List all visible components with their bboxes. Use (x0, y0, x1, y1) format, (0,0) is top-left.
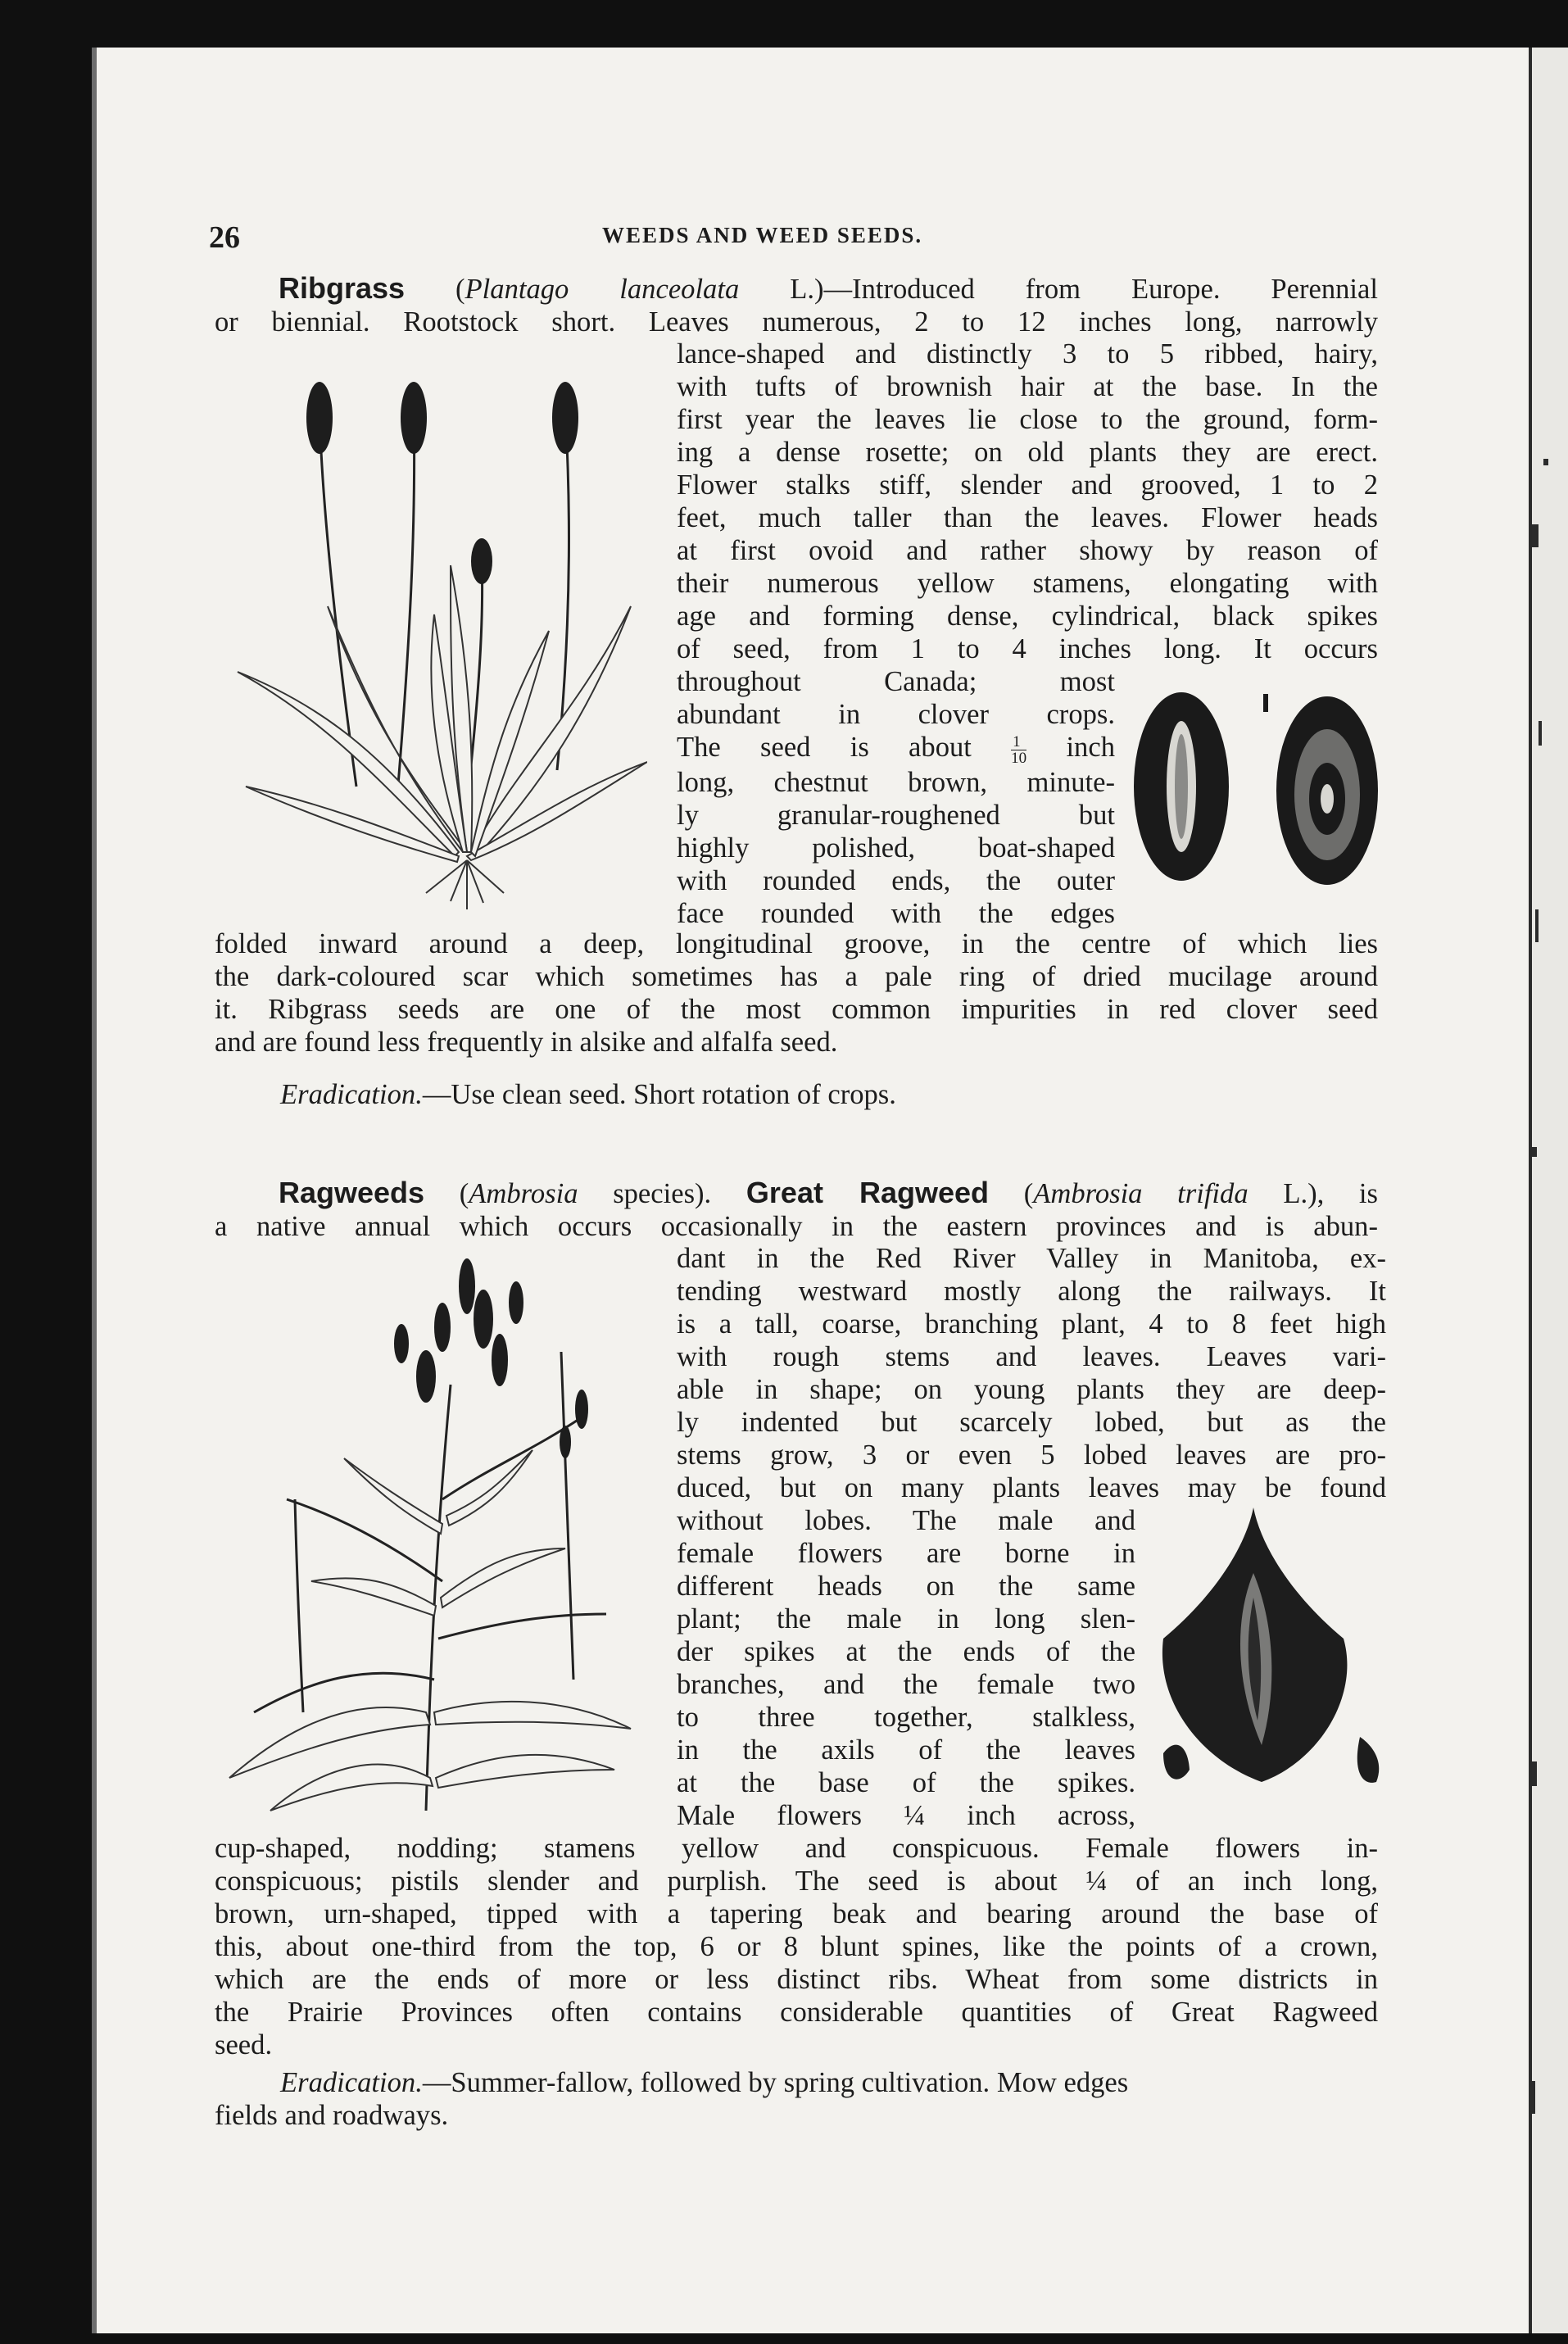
ragweeds-right-column: dant in the Red River Valley in Manitoba, ex- tending westward mostly along the railways. It is a tall, coarse, branching plant, 4 to 8 feet high with rough stems and leaves. Leaves vari- able in shape; on young plants they are deep- ly indented but scarcely lobed, but as the stems grow, 3 or even 5 lobed leaves are pro- duced, but on many plants leaves may be found (677, 1243, 1386, 1503)
ribgrass-eradication: Eradication.—Use clean seed. Short rotation of crops. (280, 1079, 896, 1110)
ragweeds-middle-column: without lobes. The male and female flowers are borne in different heads on the same plant; the male in long slen- der spikes at the ends of the branches, and the female two to three together, stalkless, in the axils of the leaves at the base of the spikes. Male flowers ¼ inch across, (677, 1505, 1136, 1831)
fraction: $\frac{1}{10}$ (1011, 732, 1027, 767)
ribgrass-seed-illustration (1122, 684, 1384, 889)
ribgrass-full-lines: folded inward around a deep, longitudinal groove, in the centre of which lies the dark-coloured scar which sometimes has a pale ring of dried mucilage around it. Ribgrass seeds are one of the most common impurities in red clover seed and are found less frequently in alsike and alfalfa seed. (215, 928, 1378, 1058)
ribgrass-middle-column: throughout Canada; most abundant in clover crops. The seed is about $\frac{1}{10}$ inch long, chestnut brown, minute- ly granular-roughened but highly polished, boat-shaped with rounded ends, the outer face rounded with the edges (677, 666, 1115, 929)
margin-mark (1543, 459, 1548, 465)
margin-mark (1535, 909, 1539, 942)
margin-mark (1539, 721, 1542, 746)
ragweeds-heading-lines: Ragweeds (Ambrosia species). Great Ragweed (Ambrosia trifida L.), is a native annual which occurs occasionally in the eastern provinces and is abun- (215, 1176, 1378, 1242)
ragweeds-name: Ragweeds (279, 1176, 425, 1209)
ribgrass-name: Ribgrass (279, 271, 406, 305)
ragweeds-eradication-cont: fields and roadways. (215, 2100, 449, 2131)
adjacent-page-strip (1532, 48, 1568, 2333)
margin-mark (1530, 2081, 1535, 2114)
margin-mark (1532, 1761, 1537, 1786)
great-ragweed-seed-illustration (1131, 1499, 1401, 1802)
great-ragweed-plant-illustration (221, 1254, 664, 1819)
ribgrass-plant-illustration (221, 360, 647, 918)
ragweeds-full-lines: cup-shaped, nodding; stamens yellow and conspicuous. Female flowers in- conspicuous; pistils slender and purplish. The seed is about ¼ of an inch long, brown, urn-shaped, tipped with a tapering beak and bearing around the base of this, about one-third from the top, 6 or 8 blunt spines, like the points of a crown, which are the ends of more or less distinct ribs. Wheat from some districts in the Prairie Provinces often contains considerable quantities of Great Ragweed seed. (215, 1833, 1378, 2061)
ribgrass-heading-line: Ribgrass (Plantago lanceolata L.)—Introduced from Europe. Perennial (279, 271, 1378, 305)
ribgrass-latin: Plantago lanceolata (465, 274, 740, 305)
page-number: 26 (209, 220, 240, 255)
margin-mark (1532, 1147, 1537, 1157)
seed-size-line: The seed is about $\frac{1}{10}$ inch (677, 732, 1115, 767)
ribgrass-heading-lines (215, 272, 1378, 338)
ragweeds-heading-line: Ragweeds (Ambrosia species). Great Ragweed (Ambrosia trifida L.), is (279, 1176, 1378, 1209)
ragweeds-eradication: Eradication.—Summer-fallow, followed by spring cultivation. Mow edges (280, 2067, 1129, 2098)
running-head: WEEDS AND WEED SEEDS. (602, 223, 923, 247)
margin-mark (1532, 524, 1539, 547)
great-ragweed-name: Great Ragweed (745, 1176, 990, 1209)
ribgrass-line: or biennial. Rootstock short. Leaves numerous, 2 to 12 inches long, narrowly (215, 306, 1378, 338)
ribgrass-right-column: lance-shaped and distinctly 3 to 5 ribbed, hairy, with tufts of brownish hair at the base. In the first year the leaves lie close to the ground, form- ing a dense rosette; on old plants they are erect. Flower stalks stiff, slender and grooved, 1 to 2 feet, much taller than the leaves. Flower heads at first ovoid and rather showy by reason of their numerous yellow stamens, elongating with age and forming dense, cylindrical, black spikes of seed, from 1 to 4 inches long. It occurs (677, 338, 1378, 664)
page-spine (92, 48, 97, 2333)
